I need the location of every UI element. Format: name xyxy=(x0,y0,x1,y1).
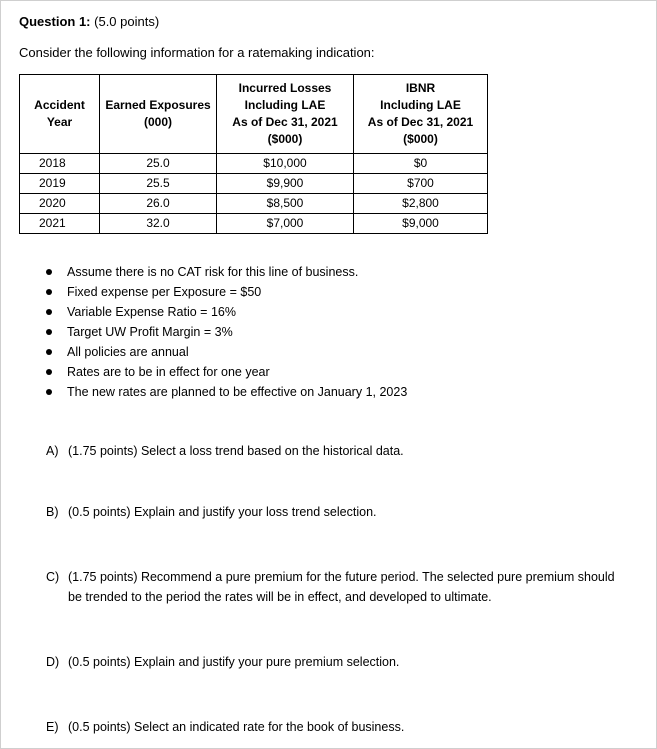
part-text: (0.5 points) Explain and justify your pure premium selection. xyxy=(68,655,400,669)
question-points: (5.0 points) xyxy=(94,14,160,29)
bullet-icon xyxy=(46,329,52,335)
list-item: Rates are to be in effect for one year xyxy=(46,362,407,382)
part-d xyxy=(46,652,628,672)
list-item: All policies are annual xyxy=(46,342,407,362)
list-item: Fixed expense per Exposure = $50 xyxy=(46,282,407,302)
header-accident-year: Accident Year xyxy=(20,75,100,154)
list-item: Assume there is no CAT risk for this line of business. xyxy=(46,262,407,282)
bullet-icon xyxy=(46,269,52,275)
cell-ibnr: $9,000 xyxy=(354,214,488,234)
part-text: (1.75 points) Recommend a pure premium for the future period. The selected pure premium should be trended to the period the rates will be in effect, and developed to ultimate. xyxy=(68,570,615,604)
cell-ibnr: $0 xyxy=(354,154,488,174)
cell-ibnr: $700 xyxy=(354,174,488,194)
part-b xyxy=(46,502,628,522)
cell-exposures: 25.5 xyxy=(100,174,217,194)
bullet-icon xyxy=(46,349,52,355)
cell-losses: $7,000 xyxy=(217,214,354,234)
bullet-icon xyxy=(46,369,52,375)
part-text: (0.5 points) Explain and justify your loss trend selection. xyxy=(68,505,377,519)
cell-year: 2021 xyxy=(20,214,100,234)
cell-exposures: 26.0 xyxy=(100,194,217,214)
cell-year: 2020 xyxy=(20,194,100,214)
loss-data-table xyxy=(19,74,488,234)
header-earned-exposures: Earned Exposures (000) xyxy=(100,75,217,154)
header-incurred-losses: Incurred Losses Including LAE As of Dec 31, 2021 ($000) xyxy=(217,75,354,154)
cell-losses: $10,000 xyxy=(217,154,354,174)
part-a xyxy=(46,441,628,461)
cell-losses: $8,500 xyxy=(217,194,354,214)
header-ibnr: IBNR Including LAE As of Dec 31, 2021 ($000) xyxy=(354,75,488,154)
part-letter: C) xyxy=(46,570,60,584)
table-row xyxy=(20,214,488,234)
cell-exposures: 32.0 xyxy=(100,214,217,234)
list-item: Variable Expense Ratio = 16% xyxy=(46,302,407,322)
bullet-icon xyxy=(46,289,52,295)
part-letter: A) xyxy=(46,444,59,458)
question-label: Question 1: xyxy=(19,14,91,29)
part-text: (1.75 points) Select a loss trend based on the historical data. xyxy=(68,444,404,458)
part-letter: E) xyxy=(46,720,59,734)
part-text: (0.5 points) Select an indicated rate for the book of business. xyxy=(68,720,405,734)
table-row xyxy=(20,174,488,194)
assumptions-list xyxy=(46,262,407,402)
cell-year: 2019 xyxy=(20,174,100,194)
cell-ibnr: $2,800 xyxy=(354,194,488,214)
part-e xyxy=(46,717,628,737)
table-row xyxy=(20,154,488,174)
part-c xyxy=(46,567,628,607)
cell-losses: $9,900 xyxy=(217,174,354,194)
list-item: The new rates are planned to be effective on January 1, 2023 xyxy=(46,382,407,402)
intro-text: Consider the following information for a ratemaking indication: xyxy=(19,45,375,60)
cell-year: 2018 xyxy=(20,154,100,174)
table-row xyxy=(20,194,488,214)
part-letter: D) xyxy=(46,655,60,669)
bullet-icon xyxy=(46,309,52,315)
question-title xyxy=(19,14,159,29)
table-header-row xyxy=(20,75,488,154)
list-item: Target UW Profit Margin = 3% xyxy=(46,322,407,342)
part-letter: B) xyxy=(46,505,59,519)
cell-exposures: 25.0 xyxy=(100,154,217,174)
bullet-icon xyxy=(46,389,52,395)
